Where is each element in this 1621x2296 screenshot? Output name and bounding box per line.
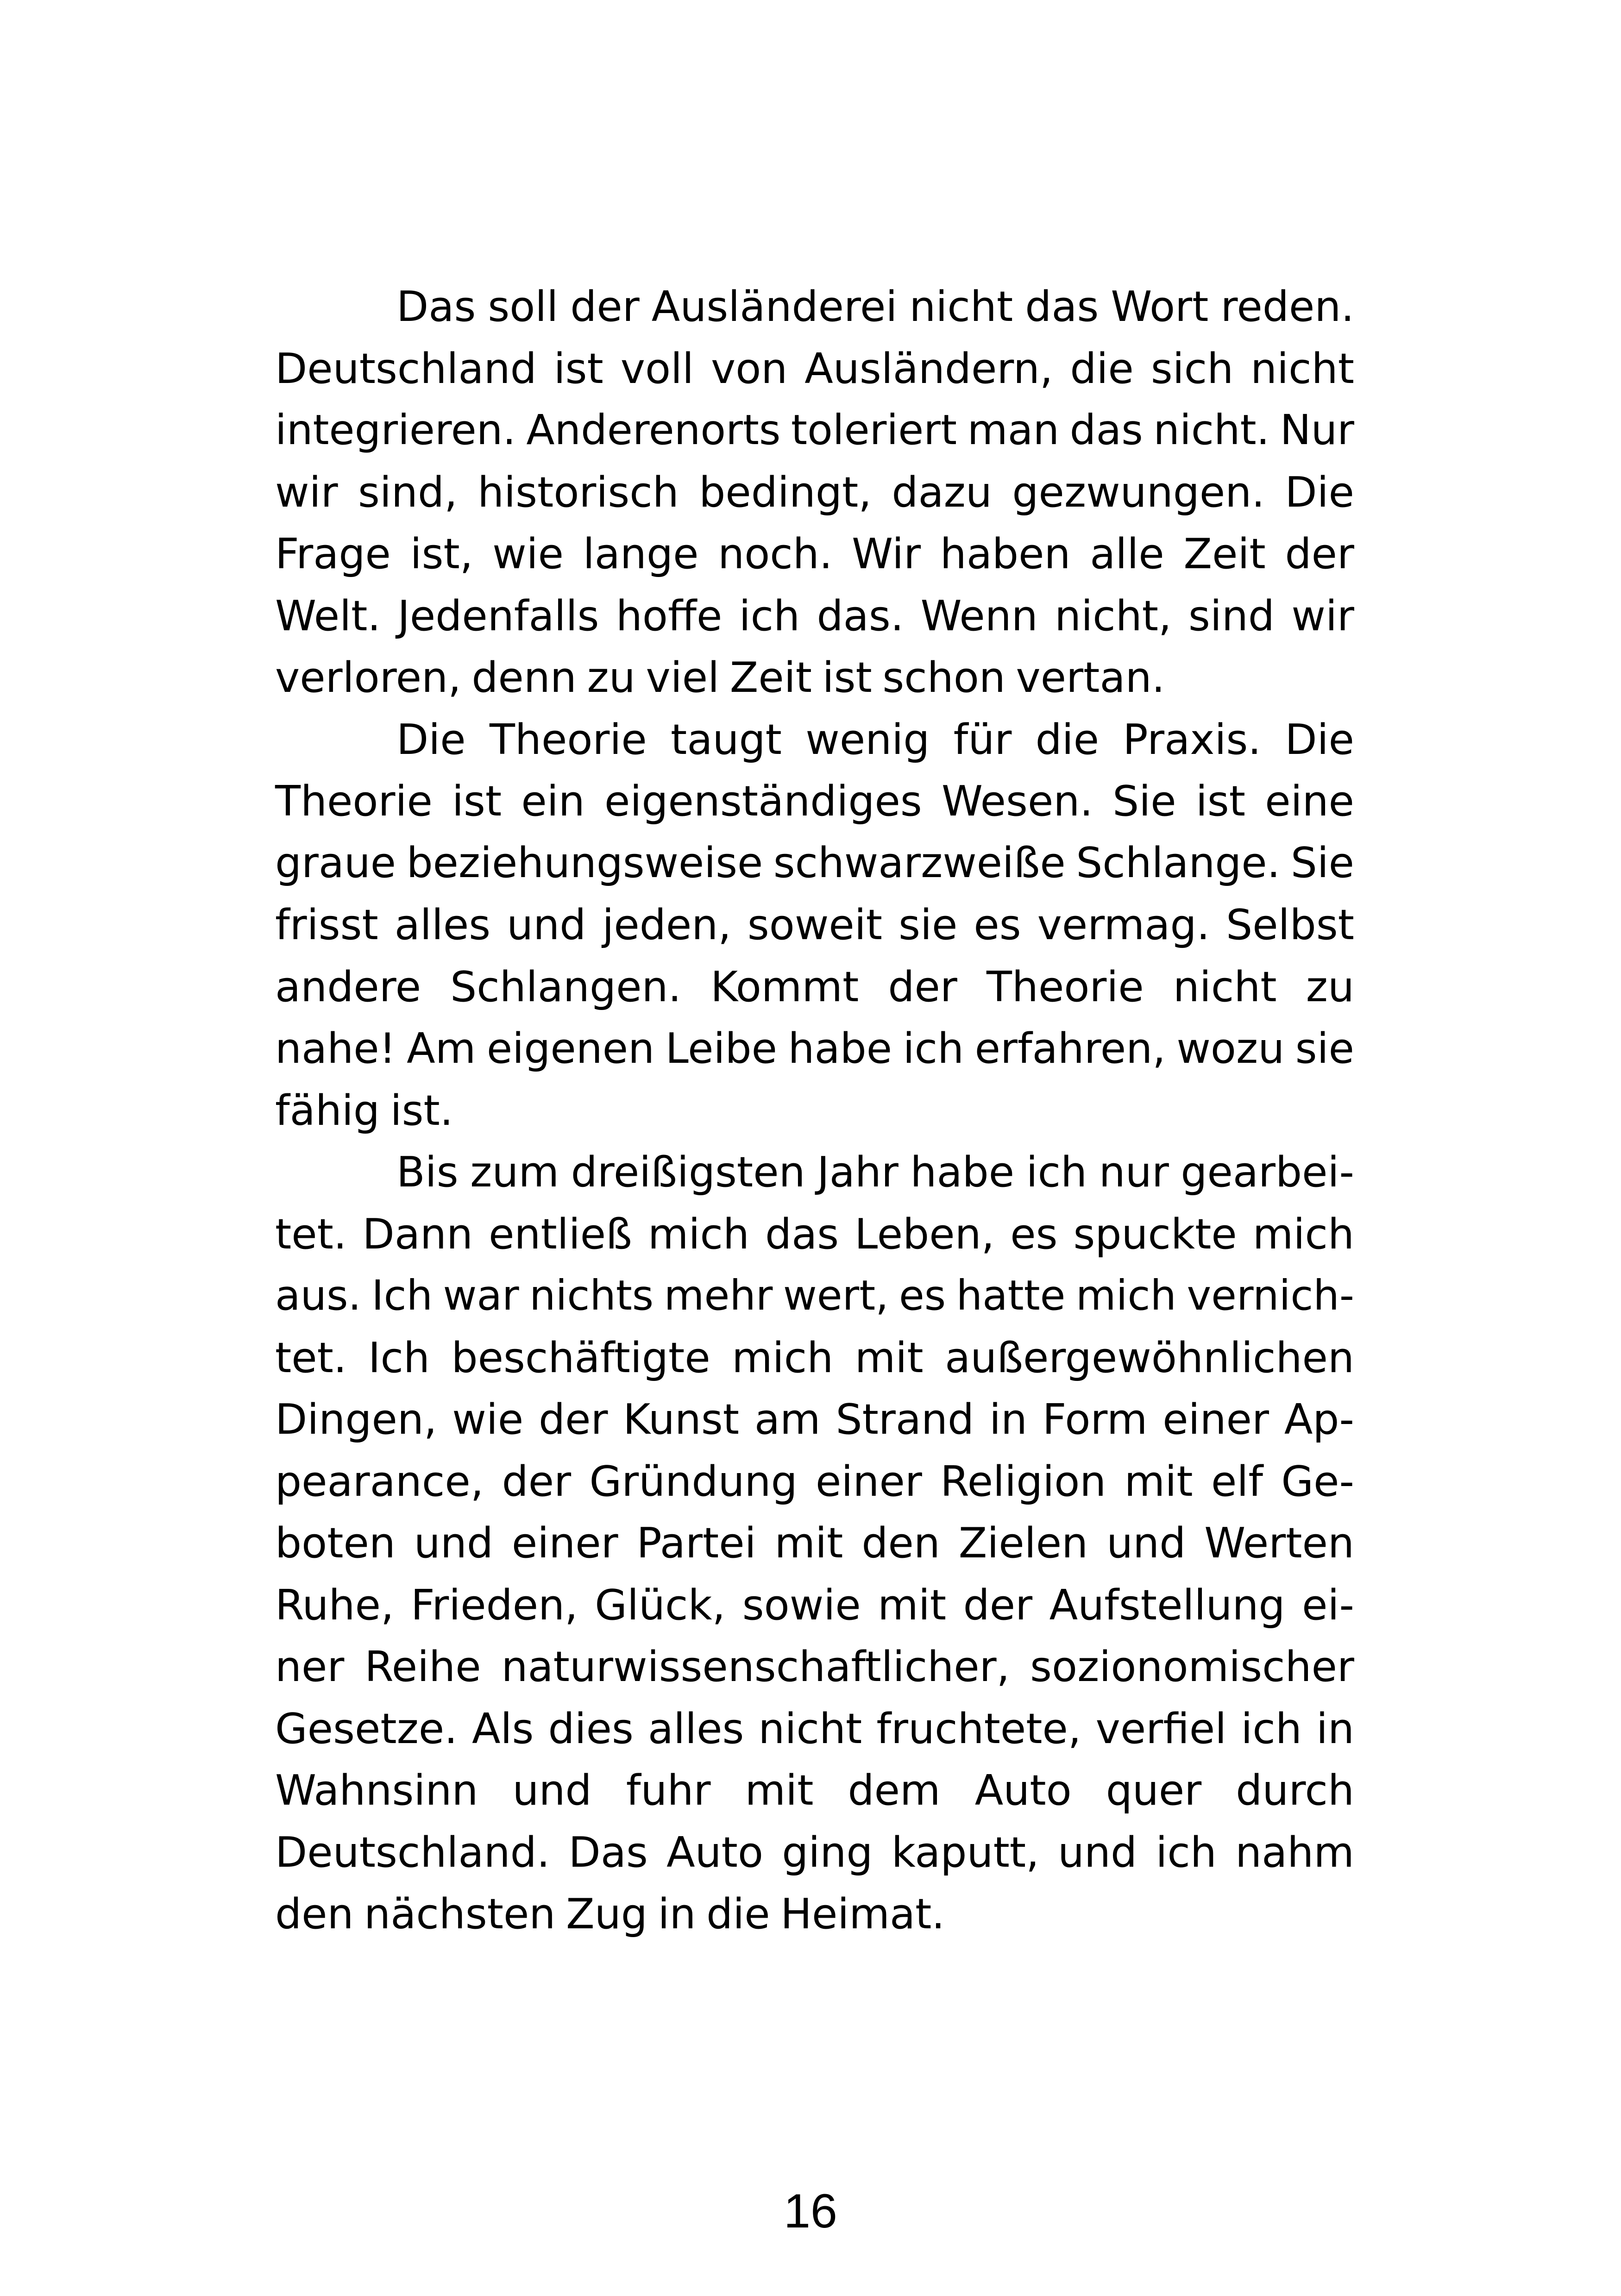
text-line: Ruhe, Frieden, Glück, sowie mit der Aufstellung ei- (275, 1581, 1354, 1630)
text-line: Das soll der Ausländerei nicht das Wort reden. (396, 282, 1354, 331)
text-line: den nächsten Zug in die Heimat. (275, 1890, 945, 1938)
text-line: integrieren. Anderenorts toleriert man das nicht. Nur (275, 406, 1354, 454)
text-line: pearance, der Gründung einer Religion mit elf Ge- (275, 1457, 1354, 1506)
body-text (275, 276, 1354, 1945)
page-number: 16 (784, 2184, 837, 2238)
text-line: Die Theorie taugt wenig für die Praxis. Die (396, 715, 1354, 764)
paragraph (275, 1142, 1354, 1945)
text-line: verloren, denn zu viel Zeit ist schon vertan. (275, 653, 1165, 702)
text-line: Wahnsinn und fuhr mit dem Auto quer durch (275, 1766, 1354, 1815)
text-line: Bis zum dreißigsten Jahr habe ich nur gearbei- (396, 1148, 1354, 1197)
text-line: Dingen, wie der Kunst am Strand in Form einer Ap- (275, 1395, 1354, 1444)
paragraph (275, 709, 1354, 1142)
text-line: Gesetze. Als dies alles nicht fruchtete, verfiel ich in (275, 1704, 1354, 1753)
text-line: wir sind, historisch bedingt, dazu gezwungen. Die (275, 468, 1354, 517)
text-line: andere Schlangen. Kommt der Theorie nicht zu (275, 962, 1354, 1011)
text-line: fähig ist. (275, 1086, 453, 1135)
text-line: frisst alles und jeden, soweit sie es vermag. Selbst (275, 901, 1354, 949)
text-line: nahe! Am eigenen Leibe habe ich erfahren, wozu sie (275, 1024, 1354, 1073)
text-line: tet. Ich beschäftigte mich mit außergewöhnlichen (275, 1333, 1354, 1382)
text-line: graue beziehungsweise schwarzweiße Schlange. Sie (275, 839, 1354, 887)
text-line: ner Reihe naturwissenschaftlicher, sozionomischer (275, 1643, 1354, 1691)
text-line: Deutschland ist voll von Ausländern, die sich nicht (275, 344, 1354, 393)
text-line: tet. Dann entließ mich das Leben, es spuckte mich (275, 1210, 1354, 1259)
text-line: boten und einer Partei mit den Zielen und Werten (275, 1519, 1354, 1568)
text-line: aus. Ich war nichts mehr wert, es hatte mich vernich- (275, 1272, 1354, 1320)
paragraph (275, 276, 1354, 709)
text-line: Theorie ist ein eigenständiges Wesen. Sie ist eine (275, 777, 1354, 826)
text-line: Welt. Jedenfalls hoffe ich das. Wenn nicht, sind wir (275, 591, 1354, 640)
text-line: Frage ist, wie lange noch. Wir haben alle Zeit der (275, 530, 1354, 578)
text-line: Deutschland. Das Auto ging kaputt, und ich nahm (275, 1828, 1354, 1877)
